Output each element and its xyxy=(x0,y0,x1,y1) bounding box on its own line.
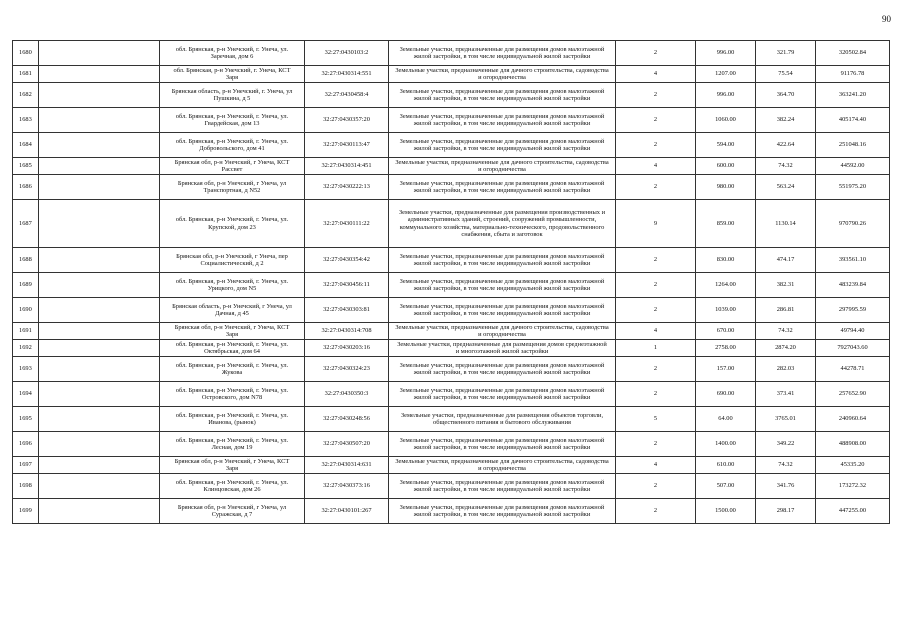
row-number: 1693 xyxy=(13,357,39,382)
address-cell: обл. Брянская, р-н Унечский, г. Унеча, ул. Иванова, (рынок) xyxy=(160,407,305,432)
land-use-cell: Земельные участки, предназначенные для размещения домов среднеэтажной и многоэтажной жилой застройки xyxy=(389,340,616,357)
address-cell: обл. Брянская, р-н Унечский, г. Унеча, КСТ Заря xyxy=(160,66,305,83)
land-use-cell: Земельные участки, предназначенные для размещения домов малоэтажной жилой застройки, в том числе индивидуальной жилой застройки xyxy=(389,83,616,108)
group-cell: 2 xyxy=(616,474,696,499)
specific-value-cell: 507.00 xyxy=(696,474,756,499)
area-cell: 74.32 xyxy=(756,457,816,474)
cadastral-value-cell: 251048.16 xyxy=(816,133,890,158)
specific-value-cell: 996.00 xyxy=(696,41,756,66)
cadastral-number-cell: 32:27:0430314:708 xyxy=(305,323,389,340)
address-cell: Брянская обл, р-н Унечский, г Унеча, КСТ Заря xyxy=(160,323,305,340)
spacer-cell xyxy=(39,499,160,524)
cadastral-value-cell: 7927043.60 xyxy=(816,340,890,357)
row-number: 1696 xyxy=(13,432,39,457)
specific-value-cell: 2758.00 xyxy=(696,340,756,357)
land-use-cell: Земельные участки, предназначенные для дачного строительства, садоводства и огородничества xyxy=(389,66,616,83)
land-use-cell: Земельные участки, предназначенные для размещения домов малоэтажной жилой застройки, в том числе индивидуальной жилой застройки xyxy=(389,248,616,273)
land-use-cell: Земельные участки, предназначенные для дачного строительства, садоводства и огородничества xyxy=(389,158,616,175)
row-number: 1681 xyxy=(13,66,39,83)
cadastral-value-table xyxy=(12,40,890,524)
table-row xyxy=(13,499,890,524)
cadastral-number-cell: 32:27:0430314:551 xyxy=(305,66,389,83)
cadastral-number-cell: 32:27:0430314:451 xyxy=(305,158,389,175)
cadastral-value-cell: 320502.84 xyxy=(816,41,890,66)
table-row xyxy=(13,41,890,66)
cadastral-value-cell: 405174.40 xyxy=(816,108,890,133)
specific-value-cell: 594.00 xyxy=(696,133,756,158)
cadastral-value-cell: 488908.00 xyxy=(816,432,890,457)
spacer-cell xyxy=(39,407,160,432)
cadastral-number-cell: 32:27:0430103:2 xyxy=(305,41,389,66)
cadastral-number-cell: 32:27:0430303:81 xyxy=(305,298,389,323)
spacer-cell xyxy=(39,133,160,158)
address-cell: обл. Брянская, р-н Унечский, г. Унеча, ул. Добровольского, дом 41 xyxy=(160,133,305,158)
group-cell: 2 xyxy=(616,499,696,524)
table-row xyxy=(13,248,890,273)
specific-value-cell: 690.00 xyxy=(696,382,756,407)
cadastral-value-cell: 447255.00 xyxy=(816,499,890,524)
group-cell: 4 xyxy=(616,158,696,175)
address-cell: обл. Брянская, р-н Унечский, г. Унеча, ул. Заречная, дом 6 xyxy=(160,41,305,66)
spacer-cell xyxy=(39,248,160,273)
table-row xyxy=(13,382,890,407)
spacer-cell xyxy=(39,158,160,175)
address-cell: обл. Брянская, р-н Унечский, г. Унеча, ул. Лесная, дом 19 xyxy=(160,432,305,457)
cadastral-value-cell: 551975.20 xyxy=(816,175,890,200)
area-cell: 349.22 xyxy=(756,432,816,457)
cadastral-number-cell: 32:27:0430354:42 xyxy=(305,248,389,273)
address-cell: обл. Брянская, р-н Унечский, г. Унеча, ул. Островского, дом N78 xyxy=(160,382,305,407)
area-cell: 382.31 xyxy=(756,273,816,298)
area-cell: 3765.01 xyxy=(756,407,816,432)
specific-value-cell: 670.00 xyxy=(696,323,756,340)
table-row xyxy=(13,323,890,340)
cadastral-number-cell: 32:27:0430203:16 xyxy=(305,340,389,357)
land-use-cell: Земельные участки, предназначенные для размещения домов малоэтажной жилой застройки, в том числе индивидуальной жилой застройки xyxy=(389,175,616,200)
cadastral-value-cell: 297995.59 xyxy=(816,298,890,323)
row-number: 1686 xyxy=(13,175,39,200)
address-cell: Брянская обл, р-н Унечский, г Унеча, КСТ Заря xyxy=(160,457,305,474)
specific-value-cell: 996.00 xyxy=(696,83,756,108)
row-number: 1684 xyxy=(13,133,39,158)
table-row xyxy=(13,158,890,175)
specific-value-cell: 600.00 xyxy=(696,158,756,175)
area-cell: 74.32 xyxy=(756,158,816,175)
cadastral-value-cell: 91176.78 xyxy=(816,66,890,83)
land-use-cell: Земельные участки, предназначенные для размещения домов малоэтажной жилой застройки, в том числе индивидуальной жилой застройки xyxy=(389,41,616,66)
table-row xyxy=(13,273,890,298)
specific-value-cell: 830.00 xyxy=(696,248,756,273)
cadastral-number-cell: 32:27:0430113:47 xyxy=(305,133,389,158)
area-cell: 364.70 xyxy=(756,83,816,108)
row-number: 1699 xyxy=(13,499,39,524)
spacer-cell xyxy=(39,382,160,407)
cadastral-number-cell: 32:27:0430248:56 xyxy=(305,407,389,432)
row-number: 1687 xyxy=(13,200,39,248)
spacer-cell xyxy=(39,457,160,474)
row-number: 1695 xyxy=(13,407,39,432)
land-use-cell: Земельные участки, предназначенные для размещения домов малоэтажной жилой застройки, в том числе индивидуальной жилой застройки xyxy=(389,298,616,323)
land-use-cell: Земельные участки, предназначенные для размещения домов малоэтажной жилой застройки, в том числе индивидуальной жилой застройки xyxy=(389,474,616,499)
cadastral-value-cell: 173272.32 xyxy=(816,474,890,499)
area-cell: 75.54 xyxy=(756,66,816,83)
spacer-cell xyxy=(39,175,160,200)
group-cell: 2 xyxy=(616,298,696,323)
spacer-cell xyxy=(39,83,160,108)
spacer-cell xyxy=(39,323,160,340)
cadastral-number-cell: 32:27:0430111:22 xyxy=(305,200,389,248)
address-cell: Брянская обл, р-н Унечский, г Унеча, ул Транспортная, д N52 xyxy=(160,175,305,200)
specific-value-cell: 1207.00 xyxy=(696,66,756,83)
land-use-cell: Земельные участки, предназначенные для размещения производственных и административных зданий, строений, сооружений промышленности, коммунального хозяйства, материально-технического, продовольственного снабжения, сбыта и заготовок xyxy=(389,200,616,248)
land-use-cell: Земельные участки, предназначенные для размещения домов малоэтажной жилой застройки, в том числе индивидуальной жилой застройки xyxy=(389,499,616,524)
address-cell: Брянская обл, р-н Унечский, г Унеча, ул Суражская, д 7 xyxy=(160,499,305,524)
land-use-cell: Земельные участки, предназначенные для дачного строительства, садоводства и огородничества xyxy=(389,457,616,474)
group-cell: 2 xyxy=(616,357,696,382)
row-number: 1698 xyxy=(13,474,39,499)
table-row xyxy=(13,432,890,457)
row-number: 1690 xyxy=(13,298,39,323)
group-cell: 2 xyxy=(616,133,696,158)
table-row xyxy=(13,66,890,83)
spacer-cell xyxy=(39,41,160,66)
area-cell: 321.79 xyxy=(756,41,816,66)
cadastral-value-cell: 257652.90 xyxy=(816,382,890,407)
specific-value-cell: 610.00 xyxy=(696,457,756,474)
address-cell: обл. Брянская, р-н Унечский, г. Унеча, ул. Гвардейская, дом 13 xyxy=(160,108,305,133)
address-cell: обл. Брянская, р-н Унечский, г. Унеча, ул. Урицкого, дом N5 xyxy=(160,273,305,298)
group-cell: 5 xyxy=(616,407,696,432)
land-use-cell: Земельные участки, предназначенные для размещения домов малоэтажной жилой застройки, в том числе индивидуальной жилой застройки xyxy=(389,382,616,407)
land-use-cell: Земельные участки, предназначенные для дачного строительства, садоводства и огородничества xyxy=(389,323,616,340)
specific-value-cell: 859.00 xyxy=(696,200,756,248)
group-cell: 2 xyxy=(616,108,696,133)
cadastral-value-cell: 44592.00 xyxy=(816,158,890,175)
land-use-cell: Земельные участки, предназначенные для размещения объектов торговли, общественного питания и бытового обслуживания xyxy=(389,407,616,432)
group-cell: 1 xyxy=(616,340,696,357)
group-cell: 2 xyxy=(616,41,696,66)
cadastral-value-cell: 49794.40 xyxy=(816,323,890,340)
specific-value-cell: 1400.00 xyxy=(696,432,756,457)
land-use-cell: Земельные участки, предназначенные для размещения домов малоэтажной жилой застройки, в том числе индивидуальной жилой застройки xyxy=(389,432,616,457)
address-cell: обл. Брянская, р-н Унечский, г. Унеча, ул. Октябрьская, дом 64 xyxy=(160,340,305,357)
table-row xyxy=(13,457,890,474)
cadastral-value-cell: 363241.20 xyxy=(816,83,890,108)
area-cell: 422.64 xyxy=(756,133,816,158)
specific-value-cell: 64.00 xyxy=(696,407,756,432)
cadastral-value-cell: 483239.84 xyxy=(816,273,890,298)
cadastral-number-cell: 32:27:0430324:23 xyxy=(305,357,389,382)
address-cell: Брянская обл, р-н Унечский, г Унеча, КСТ Рассвет xyxy=(160,158,305,175)
row-number: 1691 xyxy=(13,323,39,340)
table-row xyxy=(13,175,890,200)
group-cell: 4 xyxy=(616,66,696,83)
spacer-cell xyxy=(39,108,160,133)
land-use-cell: Земельные участки, предназначенные для размещения домов малоэтажной жилой застройки, в том числе индивидуальной жилой застройки xyxy=(389,108,616,133)
table-row xyxy=(13,298,890,323)
specific-value-cell: 980.00 xyxy=(696,175,756,200)
address-cell: Брянская область, р-н Унечский, г. Унеча, ул Пушкина, д 5 xyxy=(160,83,305,108)
group-cell: 9 xyxy=(616,200,696,248)
spacer-cell xyxy=(39,340,160,357)
specific-value-cell: 1264.00 xyxy=(696,273,756,298)
table-row xyxy=(13,340,890,357)
address-cell: обл. Брянская, р-н Унечский, г. Унеча, ул. Клинцовская, дом 26 xyxy=(160,474,305,499)
group-cell: 2 xyxy=(616,432,696,457)
row-number: 1697 xyxy=(13,457,39,474)
specific-value-cell: 1039.00 xyxy=(696,298,756,323)
group-cell: 2 xyxy=(616,248,696,273)
group-cell: 4 xyxy=(616,323,696,340)
cadastral-number-cell: 32:27:0430222:13 xyxy=(305,175,389,200)
land-use-cell: Земельные участки, предназначенные для размещения домов малоэтажной жилой застройки, в том числе индивидуальной жилой застройки xyxy=(389,357,616,382)
area-cell: 474.17 xyxy=(756,248,816,273)
address-cell: Брянская область, р-н Унечский, г Унеча, ул Дачная, д 45 xyxy=(160,298,305,323)
specific-value-cell: 157.00 xyxy=(696,357,756,382)
specific-value-cell: 1060.00 xyxy=(696,108,756,133)
cadastral-value-cell: 44278.71 xyxy=(816,357,890,382)
area-cell: 373.41 xyxy=(756,382,816,407)
land-use-cell: Земельные участки, предназначенные для размещения домов малоэтажной жилой застройки, в том числе индивидуальной жилой застройки xyxy=(389,133,616,158)
row-number: 1688 xyxy=(13,248,39,273)
table-row xyxy=(13,108,890,133)
spacer-cell xyxy=(39,273,160,298)
table-row xyxy=(13,200,890,248)
area-cell: 382.24 xyxy=(756,108,816,133)
spacer-cell xyxy=(39,432,160,457)
table-row xyxy=(13,357,890,382)
address-cell: Брянская обл, р-н Унечский, г Унеча, пер Социалистический, д 2 xyxy=(160,248,305,273)
area-cell: 341.76 xyxy=(756,474,816,499)
address-cell: обл. Брянская, р-н Унечский, г. Унеча, ул. Крупской, дом 23 xyxy=(160,200,305,248)
cadastral-value-cell: 970790.26 xyxy=(816,200,890,248)
group-cell: 4 xyxy=(616,457,696,474)
page-number: 90 xyxy=(882,14,891,24)
land-use-cell: Земельные участки, предназначенные для размещения домов малоэтажной жилой застройки, в том числе индивидуальной жилой застройки xyxy=(389,273,616,298)
cadastral-number-cell: 32:27:0430373:16 xyxy=(305,474,389,499)
cadastral-number-cell: 32:27:0430350:3 xyxy=(305,382,389,407)
address-cell: обл. Брянская, р-н Унечский, г. Унеча, ул. Жукова xyxy=(160,357,305,382)
area-cell: 286.81 xyxy=(756,298,816,323)
row-number: 1694 xyxy=(13,382,39,407)
area-cell: 563.24 xyxy=(756,175,816,200)
area-cell: 282.03 xyxy=(756,357,816,382)
group-cell: 2 xyxy=(616,382,696,407)
table-row xyxy=(13,83,890,108)
cadastral-number-cell: 32:27:0430101:267 xyxy=(305,499,389,524)
row-number: 1689 xyxy=(13,273,39,298)
cadastral-number-cell: 32:27:0430357:20 xyxy=(305,108,389,133)
cadastral-value-cell: 45335.20 xyxy=(816,457,890,474)
cadastral-number-cell: 32:27:0430314:631 xyxy=(305,457,389,474)
row-number: 1682 xyxy=(13,83,39,108)
row-number: 1683 xyxy=(13,108,39,133)
table-row xyxy=(13,133,890,158)
table-row xyxy=(13,474,890,499)
group-cell: 2 xyxy=(616,175,696,200)
row-number: 1680 xyxy=(13,41,39,66)
group-cell: 2 xyxy=(616,273,696,298)
row-number: 1692 xyxy=(13,340,39,357)
cadastral-value-cell: 393561.10 xyxy=(816,248,890,273)
area-cell: 1130.14 xyxy=(756,200,816,248)
spacer-cell xyxy=(39,66,160,83)
cadastral-number-cell: 32:27:0430458:4 xyxy=(305,83,389,108)
spacer-cell xyxy=(39,200,160,248)
spacer-cell xyxy=(39,357,160,382)
cadastral-number-cell: 32:27:0430456:11 xyxy=(305,273,389,298)
row-number: 1685 xyxy=(13,158,39,175)
area-cell: 74.32 xyxy=(756,323,816,340)
area-cell: 2874.20 xyxy=(756,340,816,357)
cadastral-number-cell: 32:27:0430507:20 xyxy=(305,432,389,457)
cadastral-value-cell: 240960.64 xyxy=(816,407,890,432)
spacer-cell xyxy=(39,298,160,323)
area-cell: 298.17 xyxy=(756,499,816,524)
table-row xyxy=(13,407,890,432)
group-cell: 2 xyxy=(616,83,696,108)
table-body xyxy=(13,41,890,524)
spacer-cell xyxy=(39,474,160,499)
specific-value-cell: 1500.00 xyxy=(696,499,756,524)
